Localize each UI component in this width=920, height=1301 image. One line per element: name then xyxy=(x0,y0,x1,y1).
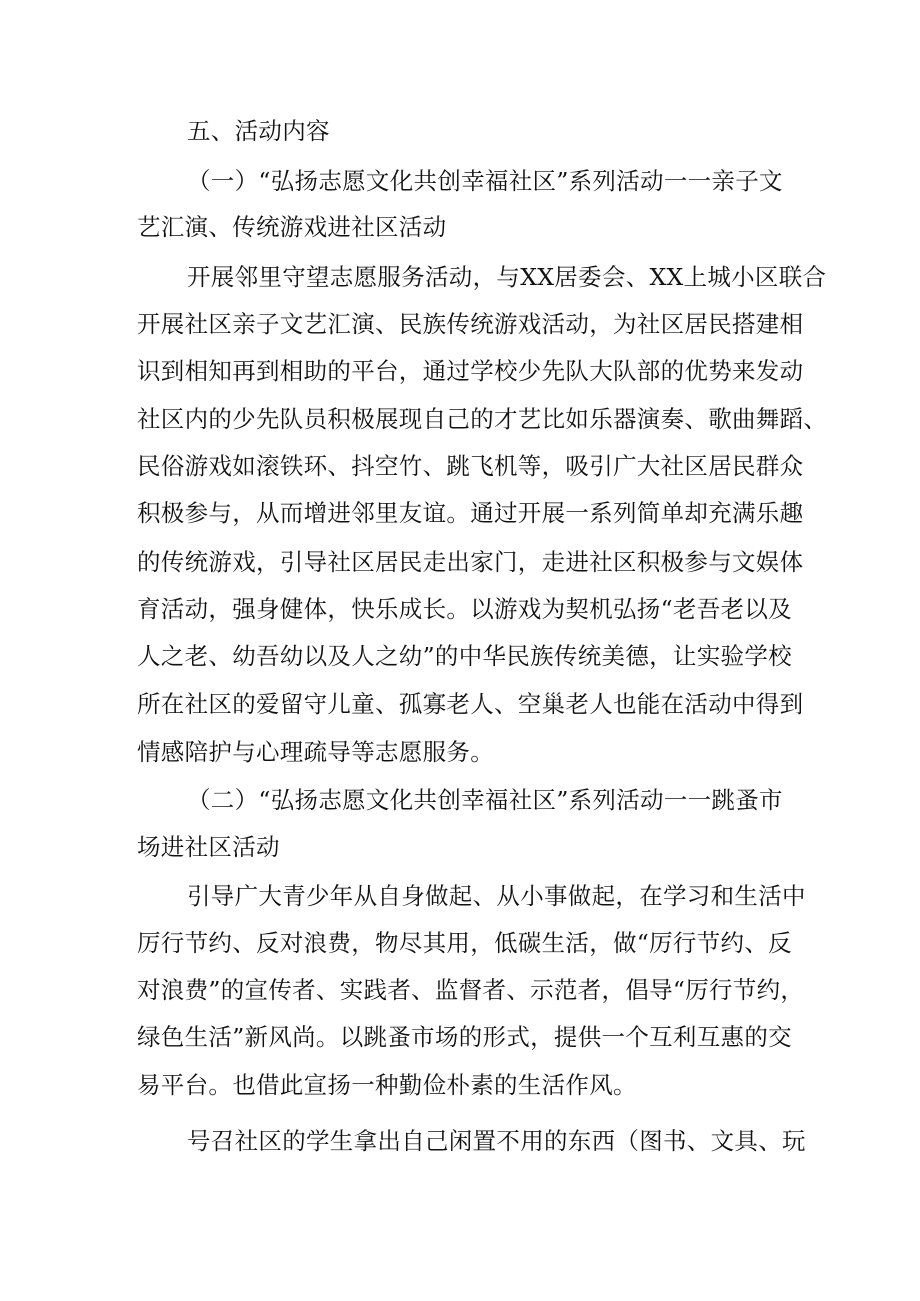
paragraph-line: 人之老、幼吾幼以及人之幼”的中华民族传统美德，让实验学校 xyxy=(137,642,792,670)
paragraph-line: 识到相知再到相助的平台，通过学校少先队大队部的优势来发动 xyxy=(137,357,804,385)
paragraph-line: 号召社区的学生拿出自己闲置不用的东西（图书、文具、玩 xyxy=(187,1127,806,1155)
paragraph-line: 引导广大青少年从自身做起、从小事做起，在学习和生活中 xyxy=(187,882,806,910)
paragraph-line: 厉行节约、反对浪费，物尽其用，低碳生活，做“厉行节约、反 xyxy=(137,929,792,957)
paragraph-line: 绿色生活”新风尚。以跳蚤市场的形式，提供一个互利互惠的交 xyxy=(137,1023,792,1051)
paragraph-line: 情感陪护与心理疏导等志愿服务。 xyxy=(137,738,494,766)
paragraph-line: 易平台。也借此宣扬一种勤俭朴素的生活作风。 xyxy=(137,1071,637,1099)
paragraph-line: 积极参与，从而增进邻里友谊。通过开展一系列简单却充满乐趣 xyxy=(137,499,804,527)
subsection-heading-2: （二）“弘扬志愿文化共创幸福社区”系列活动一一跳蚤市 xyxy=(187,786,783,814)
paragraph-line: 对浪费”的宣传者、实践者、监督者、示范者，倡导“厉行节约， xyxy=(137,976,805,1004)
paragraph-line: 的传统游戏，引导社区居民走出家门，走进社区积极参与文娱体 xyxy=(137,548,804,576)
paragraph-line: 社区内的少先队员积极展现自己的才艺比如乐器演奏、歌曲舞蹈、 xyxy=(137,405,828,433)
paragraph-line: 开展社区亲子文艺汇演、民族传统游戏活动，为社区居民搭建相 xyxy=(137,310,804,338)
section-heading: 五、活动内容 xyxy=(187,117,330,145)
paragraph-line: 开展邻里守望志愿服务活动，与XX居委会、XX上城小区联合 xyxy=(187,263,827,291)
subsection-heading-1-cont: 艺汇演、传统游戏进社区活动 xyxy=(137,213,447,241)
paragraph-line: 所在社区的爱留守儿童、孤寡老人、空巢老人也能在活动中得到 xyxy=(137,690,804,718)
subsection-heading-1: （一）“弘扬志愿文化共创幸福社区”系列活动一一亲子文 xyxy=(187,167,783,195)
paragraph-line: 民俗游戏如滚铁环、抖空竹、跳飞机等，吸引广大社区居民群众 xyxy=(137,452,804,480)
paragraph-line: 育活动，强身健体，快乐成长。以游戏为契机弘扬“老吾老以及 xyxy=(137,595,792,623)
subsection-heading-2-cont: 场进社区活动 xyxy=(137,833,280,861)
